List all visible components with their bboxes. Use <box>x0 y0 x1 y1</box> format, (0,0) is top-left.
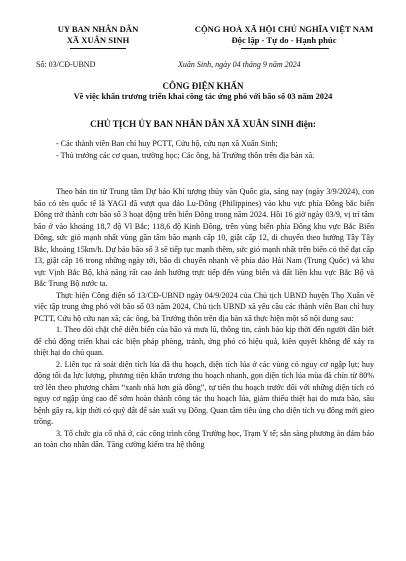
paragraph-item-1: 1. Theo dõi chặt chẽ diễn biến của bão và mưa lũ, thông tin, cảnh báo kịp thời đến người dân biết để chủ động triển khai các biện pháp phòng, tránh, ứng phó có hiệu quả, kiên quyết không để xảy ra thiệt hại do chủ quan. <box>34 325 374 357</box>
motto-underline <box>241 48 329 49</box>
authority-underline <box>70 48 126 49</box>
paragraph-directive: Thực hiện Công điện số 13/CĐ-UBND ngày 04/9/2024 của Chủ tịch UBND huyện Thọ Xuân về việc tập trung ứng phó với bão số 03 năm 2024, Chủ tịch UBND xã yêu cầu các thành viên Ban chỉ huy PCTT, Cứu hộ cứu nạn xã; các ông, bà Trưởng thôn trên địa bàn xã thực hiện một số nội dung sau: <box>34 290 374 323</box>
authority-line-2: XÃ XUÂN SINH <box>66 35 130 45</box>
recipients-block <box>34 138 374 161</box>
paragraph-item-3: 3. Tổ chức gia cố nhà ở, các công trình công Trường học, Trạm Y tế; sẵn sàng phương án đảm bảo an toàn cho nhân dân. Tăng cường kiểm tra hệ thống <box>34 428 374 449</box>
recipient-1: - Các thành viên Ban chỉ huy PCTT, Cứu hộ, cứu nạn xã Xuân Sinh; <box>56 139 278 148</box>
body-text <box>34 186 374 451</box>
issuing-authority <box>28 24 168 46</box>
document-number: Số: 03/CĐ-UBND <box>36 60 96 69</box>
paragraph-item-2: 2. Liên tục rà soát diện tích lúa đã thu hoạch, diện tích lúa ở các vùng có nguy cơ ngập lụt; huy động tối đa lực lượng, phương tiện khẩn trương thu hoạch nhanh, gọn diện tích lúa mùa đã chín từ 80% trở lên theo phương châm “xanh nhà hơn già đồng”, tự tiến thu hoạch trước đối với những diện tích có nguy cơ ngập úng cao để sớm hoàn thành công tác thu hoạch lúa, giảm thiểu thiệt hại do mưa bão, sâu bệnh gây ra, kịp thời có quỹ đất để sản xuất vụ Đông. Quan tâm tiêu úng cho diện tích vụ đông mới gieo trồng. <box>34 359 374 426</box>
country-name: CỘNG HOÀ XÃ HỘI CHỦ NGHĨA VIỆT NAM <box>194 24 374 34</box>
paragraph-forecast: Theo bản tin từ Trung tâm Dự báo Khí tượng thủy văn Quốc gia, sáng nay (ngày 3/9/2024), con bão có tên quốc tế là YAGI đã vượt qua đảo Lu-Dông (Philippines) vào khu vực phía Đông bắc biển Đông trở thành cơn bão số 3 hoạt động trên biển Đông trong năm 2024. Hồi 16 giờ ngày 03/9, vị trí tâm bão ở vào khoảng 18,7 độ Vĩ Bắc; 118,6 độ Kinh Đông, trên vùng biển phía Đông khu vực Bắc Biển Đông, sức gió mạnh nhất vùng gần tâm bão mạnh cấp 10, giật cấp 12, di chuyển theo hướng Tây Tây Bắc, khoảng 15km/h. Dự báo bão số 3 sẽ tiếp tục mạnh thêm, sức gió mạnh nhất trên biển có thể đạt cấp 13, giật cấp 16 trong những ngày tới, bão di chuyển nhanh về phía đảo Hải Nam (Trung Quốc) và khu vực Vịnh Bắc Bộ, khả năng rất cao ảnh hưởng trực tiếp đến vùng biển và đất liền khu vực Bắc Bộ và Bắc Trung Bộ nước ta. <box>34 187 374 288</box>
authority-line-1: UY BAN NHÂN DÂN <box>57 24 139 34</box>
place-and-date: Xuân Sinh, ngày 04 tháng 9 năm 2024 <box>178 60 301 69</box>
national-header <box>168 24 400 46</box>
motto: Độc lập - Tự do - Hạnh phúc <box>231 35 337 45</box>
sender-line: CHỦ TỊCH ỦY BAN NHÂN DÂN XÃ XUÂN SINH điện: <box>90 119 316 129</box>
recipient-2: - Thủ trưởng các cơ quan, trường học; Các ông, bà Trưởng thôn trên địa bàn xã. <box>56 150 315 160</box>
document-subject: Về việc khẩn trương triển khai công tác ứng phó với bão số 03 năm 2024 <box>73 92 333 101</box>
document-type: CÔNG ĐIỆN KHẨN <box>162 81 244 91</box>
